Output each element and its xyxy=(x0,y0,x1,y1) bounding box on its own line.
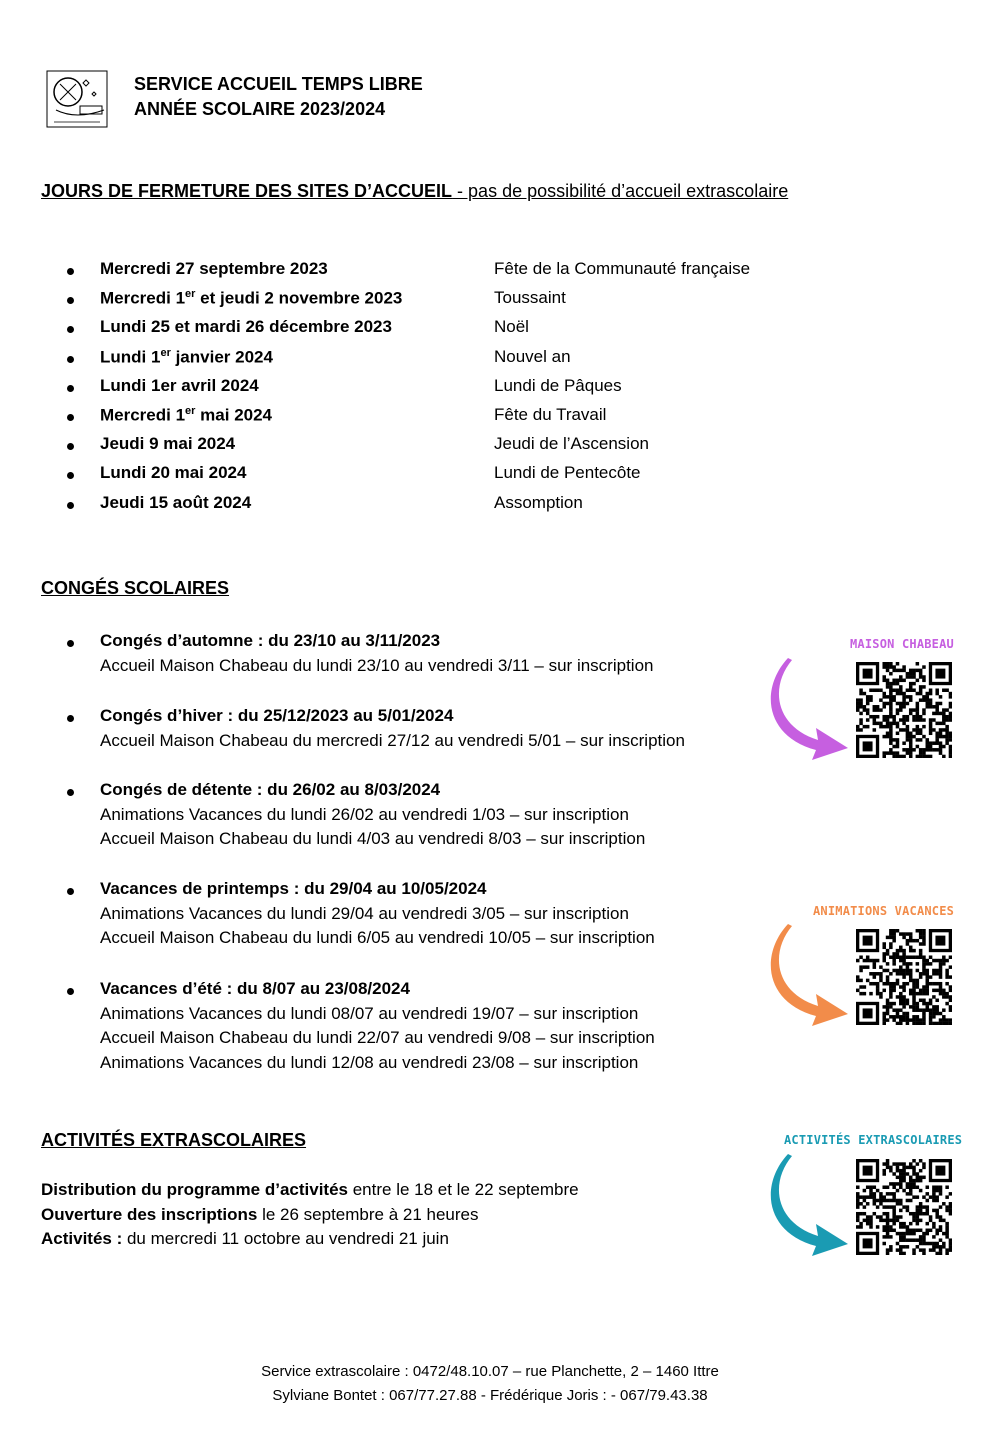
header-line-2: ANNÉE SCOLAIRE 2023/2024 xyxy=(134,99,386,119)
arrow-icon xyxy=(766,922,856,1032)
list-item xyxy=(0,288,1008,314)
closure-date-sup: er xyxy=(160,346,171,359)
activities-title: ACTIVITÉS EXTRASCOLAIRES xyxy=(41,1130,307,1150)
list-item xyxy=(0,979,760,1078)
holiday-line: Animations Vacances du lundi 26/02 au vendredi 1/03 – sur inscription xyxy=(100,804,629,824)
holiday-title: Vacances d’été : du 8/07 au 23/08/2024 xyxy=(100,979,410,998)
list-item xyxy=(0,259,1008,285)
holiday-line: Accueil Maison Chabeau du lundi 4/03 au vendredi 8/03 – sur inscription xyxy=(100,829,646,849)
closure-date xyxy=(100,347,273,368)
bullet-icon xyxy=(67,414,74,421)
activity-label: Activités : xyxy=(41,1229,123,1248)
list-item xyxy=(0,405,1008,431)
list-item xyxy=(0,706,760,755)
closure-date-rest: mai 2024 xyxy=(195,405,273,425)
activity-detail: le 26 septembre à 21 heures xyxy=(257,1204,479,1224)
closure-date-main: Jeudi 15 août 2024 xyxy=(100,492,252,512)
closure-date-main: Lundi 20 mai 2024 xyxy=(100,463,247,483)
footer-line-2: Sylviane Bontet : 067/77.27.88 - Frédérique Joris : - 067/79.43.38 xyxy=(272,1387,708,1404)
closure-date xyxy=(100,317,392,337)
bullet-icon xyxy=(67,472,74,479)
activity-detail: entre le 18 et le 22 septembre xyxy=(348,1180,579,1199)
bullet-icon xyxy=(67,789,74,796)
holiday-line: Accueil Maison Chabeau du lundi 22/07 au vendredi 9/08 – sur inscription xyxy=(100,1028,655,1048)
header-line-1: SERVICE ACCUEIL TEMPS LIBRE xyxy=(134,74,423,94)
qr-label-animations-vacances: ANIMATIONS VACANCES xyxy=(813,904,955,918)
arrow-shape xyxy=(771,1154,848,1256)
closures-title-rest: - pas de possibilité d’accueil extrascolaire xyxy=(452,181,789,201)
closure-date xyxy=(100,463,246,483)
holiday-title: Congés d’hiver : du 25/12/2023 au 5/01/2024 xyxy=(100,706,454,725)
closure-event: Fête du Travail xyxy=(494,405,607,424)
holiday-line: Accueil Maison Chabeau du lundi 23/10 au vendredi 3/11 – sur inscription xyxy=(100,655,654,675)
bullet-icon xyxy=(67,640,74,647)
bullet-icon xyxy=(67,443,74,450)
activity-label: Ouverture des inscriptions xyxy=(41,1204,258,1224)
holiday-line: Animations Vacances du lundi 29/04 au vendredi 3/05 – sur inscription xyxy=(100,903,629,923)
qr-code-maison-chabeau[interactable] xyxy=(856,662,952,758)
closure-date-rest: et jeudi 2 novembre 2023 xyxy=(195,288,403,308)
holiday-line: Accueil Maison Chabeau du lundi 6/05 au vendredi 10/05 – sur inscription xyxy=(100,928,655,948)
list-item xyxy=(0,879,760,953)
closure-date-sup: er xyxy=(185,288,196,301)
list-item xyxy=(0,376,1008,402)
bullet-icon xyxy=(67,326,74,333)
closure-date xyxy=(100,405,272,426)
closure-event: Lundi de Pâques xyxy=(494,375,622,395)
closure-date-main: Lundi 1 xyxy=(100,347,161,367)
closure-date-rest: janvier 2024 xyxy=(170,347,273,367)
closure-date-main: Mercredi 1 xyxy=(100,405,186,425)
list-item xyxy=(0,780,760,854)
bullet-icon xyxy=(67,888,74,895)
closure-event: Fête de la Communauté française xyxy=(494,259,751,278)
closure-date-main: Jeudi 9 mai 2024 xyxy=(100,434,236,454)
list-item xyxy=(0,493,1008,519)
list-item xyxy=(0,347,1008,373)
footer-line-1: Service extrascolaire : 0472/48.10.07 – rue Planchette, 2 – 1460 Ittre xyxy=(261,1363,719,1380)
qr-code-animations-vacances[interactable] xyxy=(856,929,952,1025)
activity-label: Distribution du programme d’activités xyxy=(41,1180,348,1199)
holiday-title: Vacances de printemps : du 29/04 au 10/05/2024 xyxy=(100,879,487,898)
holiday-line: Animations Vacances du lundi 08/07 au vendredi 19/07 – sur inscription xyxy=(100,1003,639,1023)
holiday-title: Congés d’automne : du 23/10 au 3/11/2023 xyxy=(100,631,441,650)
closure-date-main: Lundi 25 et mardi 26 décembre 2023 xyxy=(100,317,392,337)
closure-date xyxy=(100,288,402,309)
activity-line xyxy=(41,1180,579,1200)
ittre-logo xyxy=(46,70,108,128)
qr-label-maison-chabeau: MAISON CHABEAU xyxy=(850,637,954,651)
closure-date-main: Mercredi 27 septembre 2023 xyxy=(100,259,328,278)
activity-line xyxy=(41,1205,479,1225)
bullet-icon xyxy=(67,988,74,995)
activity-detail: du mercredi 11 octobre au vendredi 21 juin xyxy=(122,1229,449,1248)
closure-date xyxy=(100,493,251,513)
list-item xyxy=(0,631,760,680)
closure-event: Jeudi de l’Ascension xyxy=(494,434,649,454)
closure-date xyxy=(100,376,259,396)
bullet-icon xyxy=(67,356,74,363)
closure-event: Noël xyxy=(494,317,529,337)
list-item xyxy=(0,317,1008,343)
holidays-title: CONGÉS SCOLAIRES xyxy=(41,578,230,598)
bullet-icon xyxy=(67,502,74,509)
closure-event: Assomption xyxy=(494,492,583,512)
closure-date-main: Lundi 1er avril 2024 xyxy=(100,375,259,395)
closure-date-main: Mercredi 1 xyxy=(100,288,186,308)
closure-date xyxy=(100,434,235,454)
closure-date xyxy=(100,259,328,279)
holiday-line: Animations Vacances du lundi 12/08 au vendredi 23/08 – sur inscription xyxy=(100,1053,639,1073)
bullet-icon xyxy=(67,385,74,392)
closure-event: Lundi de Pentecôte xyxy=(494,463,641,483)
list-item xyxy=(0,434,1008,460)
holiday-title: Congés de détente : du 26/02 au 8/03/2024 xyxy=(100,780,441,799)
arrow-icon xyxy=(766,656,856,766)
closure-event: Toussaint xyxy=(494,288,566,308)
holiday-line: Accueil Maison Chabeau du mercredi 27/12 au vendredi 5/01 – sur inscription xyxy=(100,730,685,750)
qr-code-activites-extrascolaires[interactable] xyxy=(856,1159,952,1255)
bullet-icon xyxy=(67,715,74,722)
closure-date-sup: er xyxy=(185,405,196,417)
closures-title xyxy=(41,181,788,202)
closure-event: Nouvel an xyxy=(494,346,571,366)
arrow-shape xyxy=(771,924,848,1026)
qr-label-activites-extrascolaires: ACTIVITÉS EXTRASCOLAIRES xyxy=(784,1133,963,1147)
list-item xyxy=(0,463,1008,489)
activity-line xyxy=(41,1229,449,1249)
bullet-icon xyxy=(67,268,74,275)
closures-title-bold: JOURS DE FERMETURE DES SITES D’ACCUEIL xyxy=(41,181,453,201)
arrow-icon xyxy=(766,1152,856,1262)
arrow-shape xyxy=(771,658,848,760)
bullet-icon xyxy=(67,297,74,304)
